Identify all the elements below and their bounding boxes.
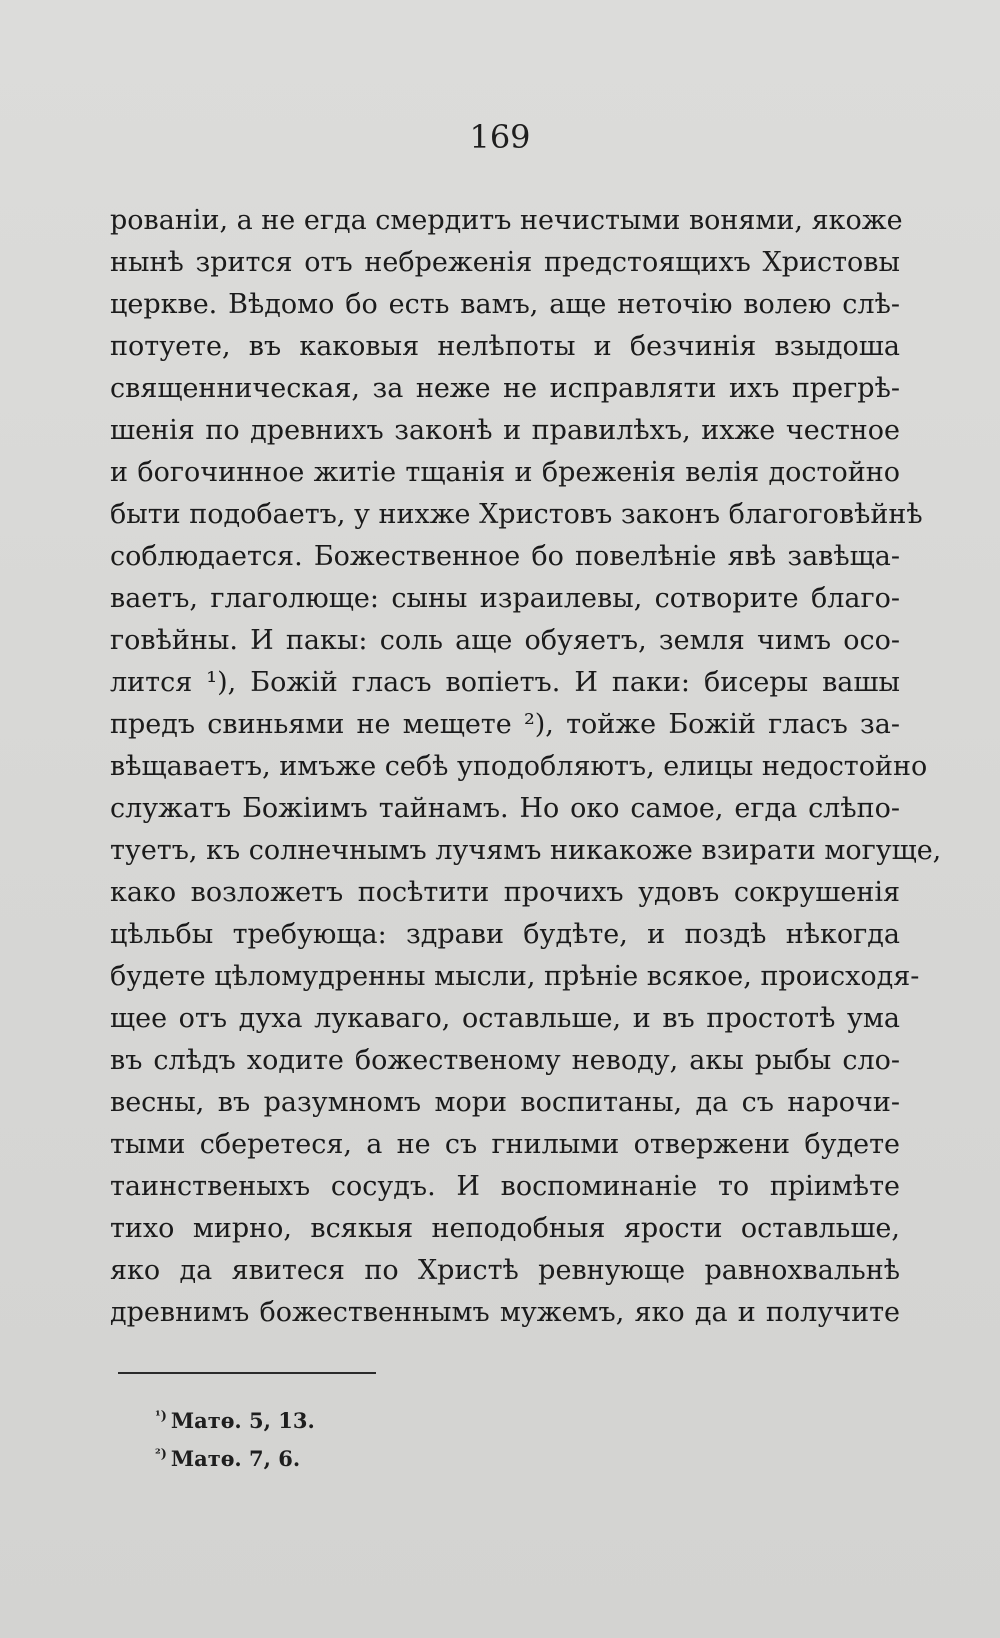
- text-line: священническая, за неже не исправляти ихъ прегрѣ-: [110, 373, 900, 404]
- text-line: лится ¹), Божій гласъ вопіетъ. И паки: бисеры вашы: [110, 667, 900, 698]
- text-line: туетъ, къ солнечнымъ лучямъ никакоже взирати могуще,: [110, 835, 942, 866]
- footnote-divider: [118, 1372, 376, 1374]
- text-line: служатъ Божіимъ тайнамъ. Но око самое, егда слѣпо-: [110, 793, 900, 824]
- text-line: быти подобаетъ, у нихже Христовъ законъ благоговѣйнѣ: [110, 499, 923, 530]
- text-line: тыми сберетеся, а не съ гнилыми отвержени будете: [110, 1129, 900, 1160]
- text-line: како возложетъ посѣтити прочихъ удовъ сокрушенія: [110, 877, 900, 908]
- page-number: 169: [469, 118, 531, 156]
- text-line: цѣльбы требующа: здрави будѣте, и поздѣ нѣкогда: [110, 919, 900, 950]
- text-line: потуете, въ каковыя нелѣпоты и безчинія взыдоша: [110, 331, 900, 362]
- text-line: соблюдается. Божественное бо повелѣніе явѣ завѣща-: [110, 541, 900, 572]
- text-line: говѣйны. И пакы: соль аще обуяетъ, земля чимъ осо-: [110, 625, 900, 656]
- footnote: [155, 1398, 315, 1436]
- text-line: щее отъ духа лукаваго, оставльше, и въ простотѣ ума: [110, 1003, 900, 1034]
- text-line: рованіи, а не егда смердитъ нечистыми вонями, якоже: [110, 205, 903, 236]
- text-line: яко да явитеся по Христѣ ревнующе равнохвальнѣ: [110, 1255, 900, 1286]
- body-text: [110, 200, 942, 1334]
- footnote-text: Матѳ. 7, 6.: [170, 1446, 301, 1471]
- text-line: въ слѣдъ ходите божественому неводу, акы рыбы сло-: [110, 1045, 900, 1076]
- text-line: и богочинное житіе тщанія и бреженія велія достойно: [110, 457, 900, 488]
- text-line: нынѣ зрится отъ небреженія предстоящихъ Христовы: [110, 247, 900, 278]
- text-line: будете цѣломудренны мысли, прѣніе всякое, происходя-: [110, 961, 920, 992]
- text-line: шенія по древнихъ законѣ и правилѣхъ, ихже честное: [110, 415, 900, 446]
- text-line: ваетъ, глаголюще: сыны израилевы, сотворите благо-: [110, 583, 900, 614]
- text-line: весны, въ разумномъ мори воспитаны, да съ нарочи-: [110, 1087, 900, 1118]
- footnote-marker: ¹): [155, 1409, 167, 1424]
- footnote-text: Матѳ. 5, 13.: [170, 1408, 315, 1433]
- text-line: тихо мирно, всякыя неподобныя ярости оставльше,: [110, 1213, 900, 1244]
- text-line: церкве. Вѣдомо бо есть вамъ, аще неточію волею слѣ-: [110, 289, 900, 320]
- text-line: древнимъ божественнымъ мужемъ, яко да и получите: [110, 1297, 900, 1328]
- text-line: вѣщаваетъ, имъже себѣ уподобляютъ, елицы недостойно: [110, 751, 928, 782]
- text-line: предъ свиньями не мещете ²), тойже Божій гласъ за-: [110, 709, 900, 740]
- text-line: таинственыхъ сосудъ. И воспоминаніе то пріимѣте: [110, 1171, 900, 1202]
- footnote: [155, 1436, 315, 1474]
- footnote-marker: ²): [155, 1447, 167, 1462]
- footnotes: [155, 1398, 315, 1474]
